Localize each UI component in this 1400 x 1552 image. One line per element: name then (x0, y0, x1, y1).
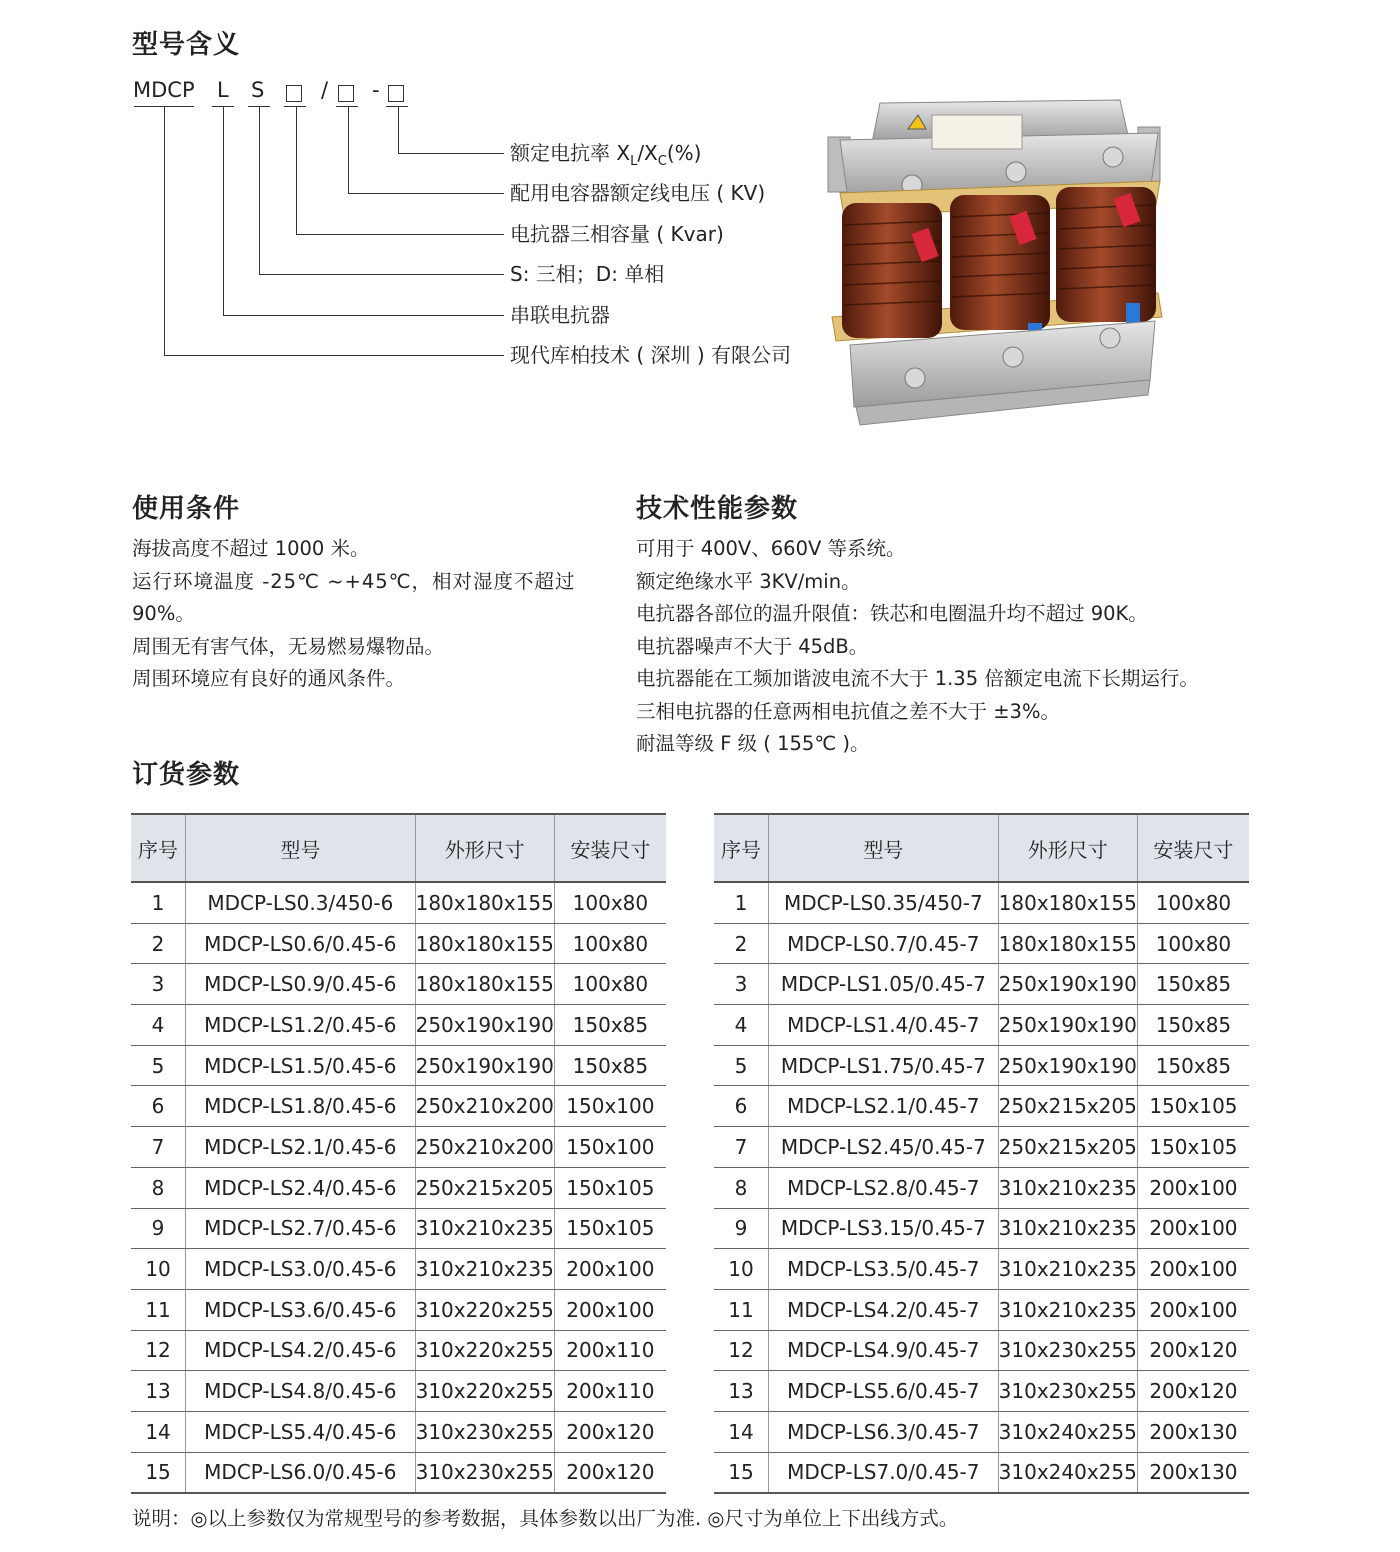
cell-dimensions: 310x220x255 (415, 1371, 554, 1412)
conditions-line: 周围环境应有良好的通风条件。 (132, 667, 406, 690)
cell-index: 5 (131, 1045, 186, 1086)
cell-mounting: 200x100 (1137, 1249, 1249, 1290)
cell-model: MDCP-LS4.2/0.45-6 (186, 1330, 416, 1371)
cell-model: MDCP-LS5.6/0.45-7 (769, 1371, 999, 1412)
performance-list (636, 533, 1199, 761)
cell-mounting: 150x105 (554, 1167, 666, 1208)
cell-index: 9 (714, 1208, 769, 1249)
cell-model: MDCP-LS1.75/0.45-7 (769, 1045, 999, 1086)
table-row (131, 1330, 666, 1371)
cell-index: 15 (714, 1452, 769, 1493)
cell-model: MDCP-LS1.5/0.45-6 (186, 1045, 416, 1086)
table-row (131, 923, 666, 964)
cell-dimensions: 250x210x200 (415, 1086, 554, 1127)
cell-model: MDCP-LS5.4/0.45-6 (186, 1411, 416, 1452)
cell-mounting: 200x110 (554, 1330, 666, 1371)
connector-voltage-h (348, 193, 504, 194)
reactor-product-image (820, 95, 1170, 430)
connector-series-h (223, 315, 504, 316)
legend-series-reactor: 串联电抗器 (510, 303, 610, 327)
cell-dimensions: 310x230x255 (415, 1452, 554, 1493)
cell-model: MDCP-LS4.9/0.45-7 (769, 1330, 999, 1371)
cell-dimensions: 180x180x155 (998, 923, 1137, 964)
header-dimensions: 外形尺寸 (415, 814, 554, 882)
cell-mounting: 150x85 (1137, 964, 1249, 1005)
table-row (714, 1127, 1249, 1168)
cell-mounting: 200x100 (1137, 1289, 1249, 1330)
cell-model: MDCP-LS3.15/0.45-7 (769, 1208, 999, 1249)
cell-mounting: 150x85 (1137, 1045, 1249, 1086)
cell-mounting: 150x105 (1137, 1127, 1249, 1168)
cell-index: 7 (131, 1127, 186, 1168)
cell-dimensions: 310x230x255 (998, 1371, 1137, 1412)
cell-model: MDCP-LS0.3/450-6 (186, 882, 416, 923)
cell-dimensions: 180x180x155 (415, 923, 554, 964)
conditions-line: 90%。 (132, 602, 195, 625)
table-row (714, 1005, 1249, 1046)
performance-line: 耐温等级 F 级 ( 155℃ )。 (636, 732, 870, 755)
table-row (714, 964, 1249, 1005)
cell-mounting: 150x100 (554, 1086, 666, 1127)
table-row (131, 1127, 666, 1168)
cell-model: MDCP-LS6.0/0.45-6 (186, 1452, 416, 1493)
header-index: 序号 (131, 814, 186, 882)
table-row (714, 1045, 1249, 1086)
cell-model: MDCP-LS1.05/0.45-7 (769, 964, 999, 1005)
table-row (131, 1005, 666, 1046)
conditions-line: 运行环境温度 -25℃ ~+45℃，相对湿度不超过 (132, 569, 576, 593)
conditions-line: 周围无有害气体，无易燃易爆物品。 (132, 634, 445, 658)
cell-mounting: 150x100 (554, 1127, 666, 1168)
code-underline-capacity (284, 106, 306, 107)
cell-dimensions: 250x215x205 (998, 1086, 1137, 1127)
connector-phase-h (259, 274, 504, 275)
cell-index: 3 (714, 964, 769, 1005)
cell-mounting: 200x120 (554, 1411, 666, 1452)
cell-model: MDCP-LS2.1/0.45-7 (769, 1086, 999, 1127)
code-underline-voltage (336, 106, 358, 107)
model-meaning-title: 型号含义 (132, 30, 241, 60)
header-mounting: 安装尺寸 (1137, 814, 1249, 882)
table-row (131, 1045, 666, 1086)
cell-mounting: 200x100 (1137, 1208, 1249, 1249)
cell-index: 14 (131, 1411, 186, 1452)
table-row (714, 923, 1249, 964)
order-table-right (714, 813, 1249, 1494)
cell-model: MDCP-LS1.2/0.45-6 (186, 1005, 416, 1046)
performance-line: 电抗器噪声不大于 45dB。 (636, 634, 869, 658)
cell-dimensions: 180x180x155 (998, 882, 1137, 923)
cell-index: 4 (131, 1005, 186, 1046)
conditions-line: 海拔高度不超过 1000 米。 (132, 537, 370, 560)
cell-index: 11 (714, 1289, 769, 1330)
cell-model: MDCP-LS1.4/0.45-7 (769, 1005, 999, 1046)
table-row (714, 1411, 1249, 1452)
cell-model: MDCP-LS2.8/0.45-7 (769, 1167, 999, 1208)
table-row (131, 882, 666, 923)
cell-mounting: 150x85 (554, 1005, 666, 1046)
table-row (714, 1330, 1249, 1371)
table-row (714, 1167, 1249, 1208)
table-row (131, 1371, 666, 1412)
cell-dimensions: 250x215x205 (998, 1127, 1137, 1168)
performance-title: 技术性能参数 (636, 494, 799, 524)
table-row (714, 1208, 1249, 1249)
cell-index: 3 (131, 964, 186, 1005)
cell-model: MDCP-LS7.0/0.45-7 (769, 1452, 999, 1493)
cell-model: MDCP-LS3.5/0.45-7 (769, 1249, 999, 1290)
cell-dimensions: 250x215x205 (415, 1167, 554, 1208)
cell-mounting: 150x105 (554, 1208, 666, 1249)
cell-dimensions: 310x240x255 (998, 1411, 1137, 1452)
connector-series-v (223, 106, 224, 316)
connector-capacity-h (296, 234, 504, 235)
order-table-left (131, 813, 666, 1494)
cell-index: 12 (131, 1330, 186, 1371)
cell-model: MDCP-LS2.4/0.45-6 (186, 1167, 416, 1208)
table-header-row (714, 814, 1249, 882)
table-row (131, 1249, 666, 1290)
cell-dimensions: 250x190x190 (998, 1005, 1137, 1046)
conditions-list (132, 533, 576, 696)
legend-reactance-ratio: 额定电抗率 $X_L/X_C(\%)$ (510, 141, 702, 169)
cell-dimensions: 310x210x235 (998, 1249, 1137, 1290)
performance-line: 电抗器各部位的温升限值：铁芯和电圈温升均不超过 90K。 (636, 602, 1148, 625)
performance-line: 额定绝缘水平 3KV/min。 (636, 569, 861, 593)
cell-dimensions: 250x190x190 (415, 1005, 554, 1046)
conditions-title: 使用条件 (132, 494, 241, 524)
cell-index: 14 (714, 1411, 769, 1452)
cell-index: 6 (714, 1086, 769, 1127)
cell-index: 13 (714, 1371, 769, 1412)
cell-index: 9 (131, 1208, 186, 1249)
table-row (714, 882, 1249, 923)
table-row (131, 1167, 666, 1208)
cell-mounting: 150x85 (554, 1045, 666, 1086)
cell-model: MDCP-LS3.0/0.45-6 (186, 1249, 416, 1290)
cell-model: MDCP-LS6.3/0.45-7 (769, 1411, 999, 1452)
code-series: L (217, 78, 229, 102)
cell-model: MDCP-LS0.6/0.45-6 (186, 923, 416, 964)
cell-dimensions: 250x190x190 (998, 1045, 1137, 1086)
table-row (131, 1411, 666, 1452)
footnote: 说明：◎以上参数仅为常规型号的参考数据，具体参数以出厂为准. ◎尺寸为单位上下出线方式。 (132, 1507, 959, 1530)
code-capacity-box (286, 83, 302, 107)
code-ratio-box (388, 83, 404, 107)
cell-dimensions: 310x220x255 (415, 1330, 554, 1371)
connector-prefix-h (164, 355, 504, 356)
cell-index: 15 (131, 1452, 186, 1493)
legend-company: 现代库柏技术 ( 深圳 ) 有限公司 (510, 343, 792, 367)
table-header-row (131, 814, 666, 882)
legend-phase: S: 三相；D: 单相 (510, 262, 665, 286)
cell-mounting: 200x100 (554, 1289, 666, 1330)
table-row (714, 1452, 1249, 1493)
cell-model: MDCP-LS2.45/0.45-7 (769, 1127, 999, 1168)
cell-dimensions: 180x180x155 (415, 964, 554, 1005)
cell-dimensions: 180x180x155 (415, 882, 554, 923)
cell-mounting: 100x80 (554, 882, 666, 923)
performance-line: 三相电抗器的任意两相电抗值之差不大于 ±3%。 (636, 699, 1060, 723)
header-dimensions: 外形尺寸 (998, 814, 1137, 882)
cell-mounting: 200x120 (554, 1452, 666, 1493)
cell-model: MDCP-LS1.8/0.45-6 (186, 1086, 416, 1127)
cell-dimensions: 310x210x235 (998, 1289, 1137, 1330)
cell-mounting: 150x85 (1137, 1005, 1249, 1046)
cell-index: 11 (131, 1289, 186, 1330)
cell-index: 1 (714, 882, 769, 923)
cell-model: MDCP-LS0.9/0.45-6 (186, 964, 416, 1005)
cell-mounting: 100x80 (554, 964, 666, 1005)
cell-index: 1 (131, 882, 186, 923)
cell-model: MDCP-LS4.8/0.45-6 (186, 1371, 416, 1412)
cell-mounting: 100x80 (1137, 923, 1249, 964)
cell-dimensions: 310x240x255 (998, 1452, 1137, 1493)
order-title: 订货参数 (132, 760, 241, 790)
legend-capacitor-voltage: 配用电容器额定线电压 ( KV) (510, 181, 766, 205)
table-row (714, 1289, 1249, 1330)
code-voltage-box (338, 83, 354, 107)
code-slash: / (321, 78, 329, 102)
cell-model: MDCP-LS2.7/0.45-6 (186, 1208, 416, 1249)
cell-dimensions: 310x210x235 (998, 1208, 1137, 1249)
header-model: 型号 (769, 814, 999, 882)
cell-model: MDCP-LS0.7/0.45-7 (769, 923, 999, 964)
cell-mounting: 200x120 (1137, 1371, 1249, 1412)
table-row (131, 1208, 666, 1249)
cell-mounting: 150x105 (1137, 1086, 1249, 1127)
cell-dimensions: 310x210x235 (415, 1208, 554, 1249)
cell-dimensions: 310x220x255 (415, 1289, 554, 1330)
code-prefix: MDCP (133, 78, 195, 102)
table-row (131, 1289, 666, 1330)
cell-dimensions: 250x190x190 (998, 964, 1137, 1005)
table-row (131, 1452, 666, 1493)
cell-dimensions: 310x210x235 (415, 1249, 554, 1290)
cell-index: 10 (131, 1249, 186, 1290)
cell-index: 8 (131, 1167, 186, 1208)
cell-mounting: 100x80 (554, 923, 666, 964)
header-model: 型号 (186, 814, 416, 882)
cell-index: 2 (131, 923, 186, 964)
cell-index: 13 (131, 1371, 186, 1412)
cell-index: 5 (714, 1045, 769, 1086)
cell-mounting: 200x130 (1137, 1452, 1249, 1493)
cell-mounting: 100x80 (1137, 882, 1249, 923)
code-underline-ratio (386, 106, 408, 107)
cell-mounting: 200x130 (1137, 1411, 1249, 1452)
cell-dimensions: 310x210x235 (998, 1167, 1137, 1208)
legend-capacity: 电抗器三相容量 ( Kvar) (510, 222, 724, 246)
header-mounting: 安装尺寸 (554, 814, 666, 882)
table-row (131, 1086, 666, 1127)
connector-ratio-h (398, 153, 504, 154)
performance-line: 电抗器能在工频加谐波电流不大于 1.35 倍额定电流下长期运行。 (636, 667, 1199, 690)
cell-model: MDCP-LS3.6/0.45-6 (186, 1289, 416, 1330)
code-dash: - (372, 78, 380, 102)
cell-dimensions: 310x230x255 (415, 1411, 554, 1452)
connector-voltage-v (348, 106, 349, 194)
cell-index: 7 (714, 1127, 769, 1168)
connector-prefix-v (164, 106, 165, 356)
cell-mounting: 200x110 (554, 1371, 666, 1412)
cell-index: 8 (714, 1167, 769, 1208)
cell-mounting: 200x100 (1137, 1167, 1249, 1208)
cell-model: MDCP-LS4.2/0.45-7 (769, 1289, 999, 1330)
cell-index: 4 (714, 1005, 769, 1046)
cell-index: 12 (714, 1330, 769, 1371)
cell-mounting: 200x100 (554, 1249, 666, 1290)
cell-index: 10 (714, 1249, 769, 1290)
cell-mounting: 200x120 (1137, 1330, 1249, 1371)
table-row (714, 1371, 1249, 1412)
code-phase: S (251, 78, 265, 102)
cell-dimensions: 250x210x200 (415, 1127, 554, 1168)
connector-ratio-v (398, 106, 399, 154)
cell-dimensions: 250x190x190 (415, 1045, 554, 1086)
cell-model: MDCP-LS0.35/450-7 (769, 882, 999, 923)
cell-index: 2 (714, 923, 769, 964)
header-index: 序号 (714, 814, 769, 882)
cell-index: 6 (131, 1086, 186, 1127)
table-row (131, 964, 666, 1005)
table-row (714, 1249, 1249, 1290)
connector-phase-v (259, 106, 260, 275)
cell-model: MDCP-LS2.1/0.45-6 (186, 1127, 416, 1168)
performance-line: 可用于 400V、660V 等系统。 (636, 537, 906, 560)
table-row (714, 1086, 1249, 1127)
connector-capacity-v (296, 106, 297, 235)
cell-dimensions: 310x230x255 (998, 1330, 1137, 1371)
